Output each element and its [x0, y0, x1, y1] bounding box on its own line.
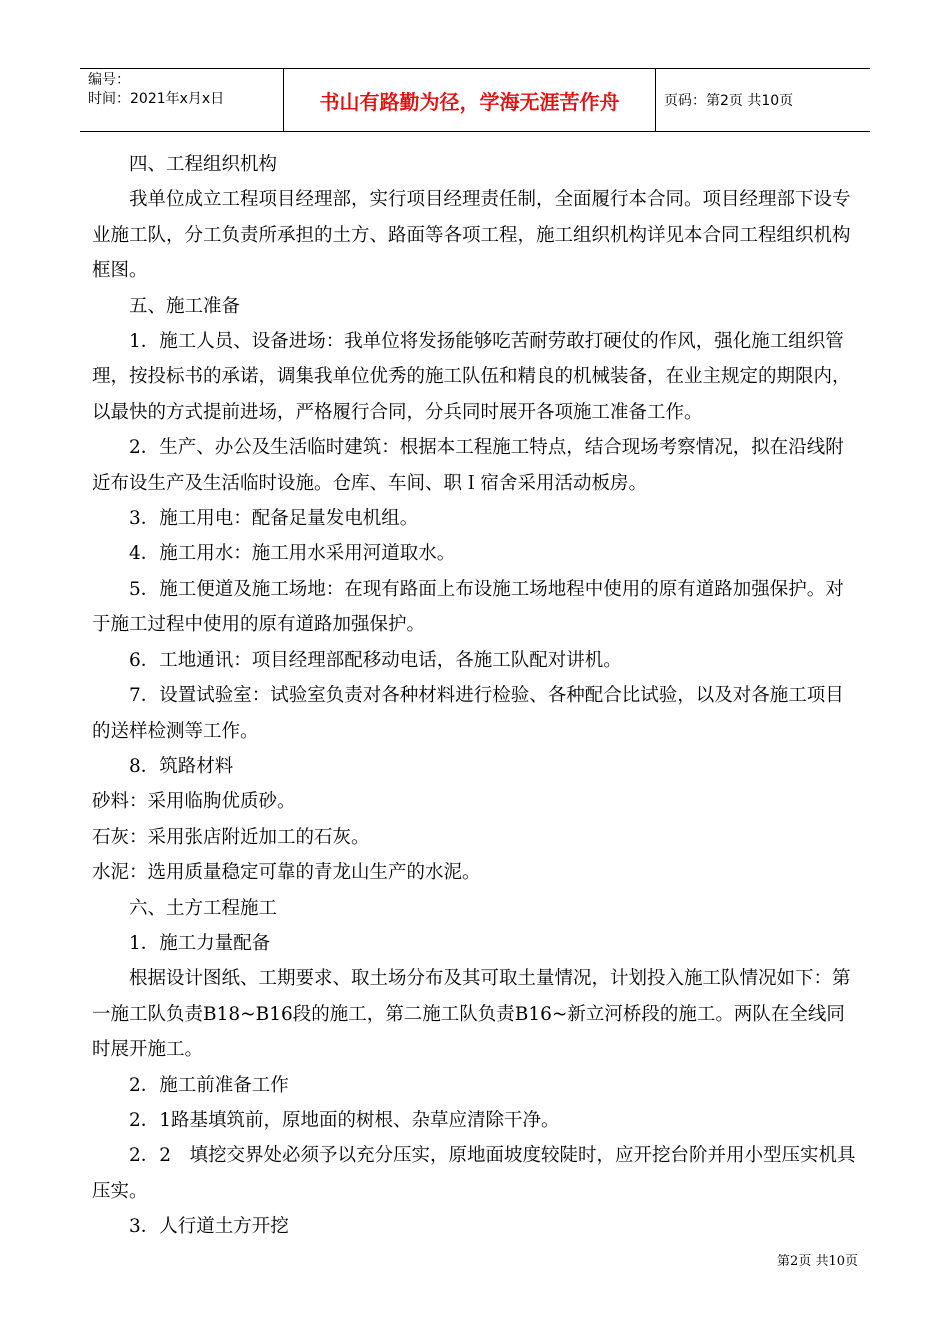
paragraph: 砂料：采用临朐优质砂。 [92, 791, 296, 813]
page-footer: 第2页 共10页 [777, 1254, 858, 1269]
document-number-label: 编号： [88, 72, 130, 88]
paragraph: 石灰：采用张店附近加工的石灰。 [92, 826, 370, 848]
header-meta [80, 69, 283, 131]
paragraph: 1．施工人员、设备进场：我单位将发扬能够吃苦耐劳敢打硬仗的作风，强化施工组织管理，按投标书的承诺，调集我单位优秀的施工队伍和精良的机械装备，在业主规定的期限内，以最快的方式提前进场，严格履行合同，分兵同时展开各项施工准备工作。 [92, 331, 851, 423]
paragraph: 3．施工用电：配备足量发电机组。 [129, 508, 419, 530]
paragraph: 2．生产、办公及生活临时建筑：根据本工程施工特点，结合现场考察情况，拟在沿线附近布设生产及生活临时设施。仓库、车间、职Ｉ宿舍采用活动板房。 [92, 437, 844, 494]
header-motto: 书山有路勤为径，学海无涯苦作舟 [319, 89, 620, 114]
paragraph: 6．工地通讯：项目经理部配移动电话，各施工队配对讲机。 [129, 649, 622, 671]
paragraph: 根据设计图纸、工期要求、取土场分布及其可取土量情况，计划投入施工队情况如下：第一施工队负责B18~B16段的施工，第二施工队负责B16~新立河桥段的施工。两队在全线同时展开施工。 [92, 968, 851, 1061]
header-page-info: 页码：第2页 共10页 [664, 93, 794, 109]
page-header [80, 68, 870, 132]
paragraph: 2．施工前准备工作 [129, 1074, 289, 1096]
paragraph: 四、工程组织机构 [129, 154, 278, 175]
paragraph: 5．施工便道及施工场地：在现有路面上布设施工场地程中使用的原有道路加强保护。对于施工过程中使用的原有道路加强保护。 [92, 578, 844, 636]
paragraph: 2．1路基填筑前，原地面的树根、杂草应清除干净。 [129, 1109, 560, 1131]
header-motto-cell [283, 69, 656, 131]
paragraph: 六、土方工程施工 [129, 897, 278, 919]
document-body [92, 147, 860, 1245]
document-time-label: 时间：2021年x月x日 [88, 91, 225, 107]
paragraph: 五、施工准备 [129, 295, 241, 317]
paragraph: 7．设置试验室：试验室负责对各种材料进行检验、各种配合比试验，以及对各施工项目的送样检测等工作。 [92, 685, 844, 742]
paragraph: 2．2 填挖交界处必须予以充分压实，原地面坡度较陡时，应开挖台阶并用小型压实机具压实。 [92, 1145, 856, 1202]
paragraph: 我单位成立工程项目经理部，实行项目经理责任制，全面履行本合同。项目经理部下设专业施工队，分工负责所承担的土方、路面等各项工程，施工组织机构详见本合同工程组织机构框图。 [92, 189, 851, 282]
paragraph: 水泥：选用质量稳定可靠的青龙山生产的水泥。 [92, 862, 481, 884]
paragraph: 8．筑路材料 [129, 755, 234, 777]
paragraph: 4．施工用水：施工用水采用河道取水。 [129, 543, 456, 565]
paragraph: 1．施工力量配备 [129, 932, 271, 954]
paragraph: 3．人行道土方开挖 [129, 1216, 289, 1238]
